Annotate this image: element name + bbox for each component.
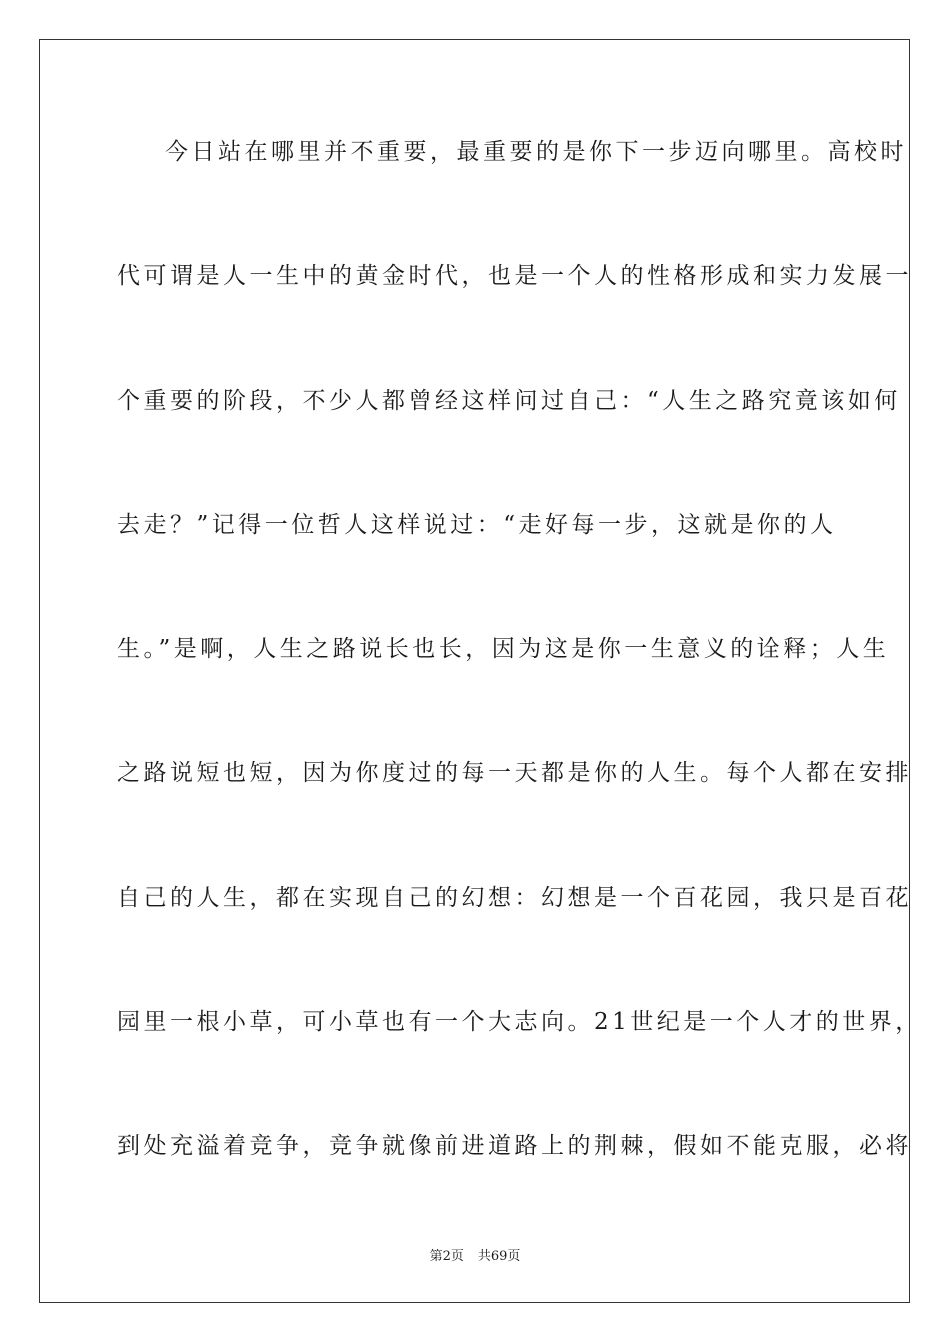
body-paragraph — [117, 124, 922, 1243]
paragraph-line: 自己的人生，都在实现自己的幻想：幻想是一个百花园，我只是百花 — [117, 884, 912, 911]
paragraph-line: 到处充溢着竞争，竞争就像前进道路上的荆棘，假如不能克服，必将 — [117, 1133, 912, 1160]
page-number: 第2页 — [429, 1249, 464, 1264]
paragraph-line: 去走？”记得一位哲人这样说过：“走好每一步，这就是你的人 — [117, 511, 837, 538]
page-footer — [0, 1247, 950, 1267]
paragraph-line: 之路说短也短，因为你度过的每一天都是你的人生。每个人都在安排 — [117, 760, 912, 787]
paragraph-line: 生。”是啊，人生之路说长也长，因为这是你一生意义的诠释；人生 — [117, 636, 890, 663]
paragraph-line: 园里一根小草，可小草也有一个大志向。21世纪是一个人才的世界， — [117, 1009, 922, 1036]
paragraph-line: 代可谓是人一生中的黄金时代，也是一个人的性格形成和实力发展一 — [117, 263, 912, 290]
paragraph-line: 个重要的阶段，不少人都曾经这样问过自己：“人生之路究竟该如何 — [117, 387, 901, 414]
paragraph-line: 今日站在哪里并不重要，最重要的是你下一步迈向哪里。高校时 — [165, 139, 907, 165]
total-pages: 共69页 — [477, 1249, 521, 1264]
